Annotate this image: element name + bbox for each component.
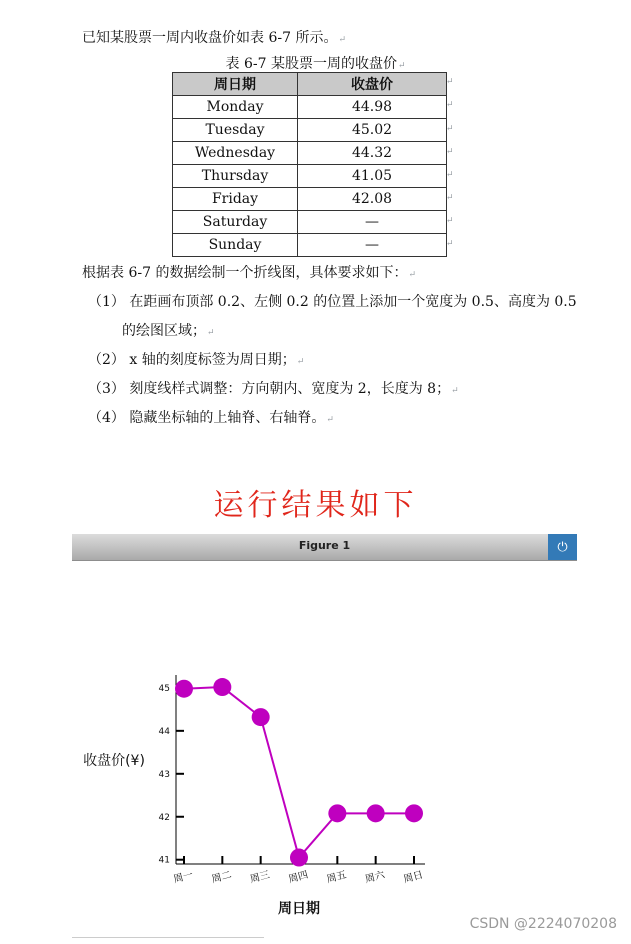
x-tick-label: 周日 (402, 869, 425, 886)
paragraph-mark: ↵ (446, 216, 454, 226)
cell-day: Saturday (173, 211, 298, 234)
x-tick-label: 周五 (325, 869, 348, 886)
data-point (405, 804, 423, 822)
watermark: CSDN @2224070208 (469, 916, 617, 932)
paragraph-mark: ↵ (446, 124, 454, 134)
y-tick-label: 45 (158, 683, 170, 694)
intro-text: 已知某股票一周内收盘价如表 6-7 所示。↵ (82, 30, 346, 46)
table-row (173, 119, 447, 142)
y-tick-label: 41 (158, 855, 170, 866)
x-tick-label: 周三 (248, 869, 272, 886)
table-row (173, 234, 447, 257)
result-title: 运行结果如下 (213, 488, 418, 523)
table-header-row (173, 73, 447, 96)
paragraph-mark: ↵ (446, 170, 454, 180)
power-icon[interactable]: ⏻ (548, 534, 577, 560)
y-tick-label: 43 (158, 769, 170, 780)
series-line (184, 687, 414, 858)
data-point (290, 849, 308, 867)
table-row (173, 142, 447, 165)
cell-day: Tuesday (173, 119, 298, 142)
table-row (173, 188, 447, 211)
y-tick-label: 44 (158, 726, 170, 737)
data-point (367, 804, 385, 822)
cell-day: Thursday (173, 165, 298, 188)
data-point (175, 680, 193, 698)
cell-price: 44.98 (298, 96, 447, 119)
data-point (213, 678, 231, 696)
cell-day: Monday (173, 96, 298, 119)
x-tick-label: 周一 (172, 869, 195, 886)
cell-price: 44.32 (298, 142, 447, 165)
cell-price: — (298, 211, 447, 234)
paragraph-mark: ↵ (446, 100, 454, 110)
paragraph-mark: ↵ (446, 147, 454, 157)
instruction-item-3: （3） 刻度线样式调整：方向朝内、宽度为 2，长度为 8；↵ (88, 381, 459, 397)
y-axis-label: 收盘价(¥) (83, 753, 145, 769)
instructions-lead: 根据表 6-7 的数据绘制一个折线图，具体要求如下：↵ (82, 265, 416, 281)
x-axis-label: 周日期 (278, 901, 320, 917)
paragraph-mark: ↵ (446, 77, 454, 87)
instruction-item-2: （2） x 轴的刻度标签为周日期；↵ (88, 352, 305, 368)
chart-axes (176, 675, 425, 864)
cell-price: — (298, 234, 447, 257)
table-row (173, 96, 447, 119)
instruction-item-4: （4） 隐藏坐标轴的上轴脊、右轴脊。↵ (88, 410, 334, 426)
figure-title: Figure 1 (298, 539, 351, 552)
x-tick-label: 周六 (363, 869, 387, 886)
table-row (173, 165, 447, 188)
x-tick-label: 周二 (210, 869, 233, 886)
cell-day: Friday (173, 188, 298, 211)
chart-series (175, 678, 423, 867)
figure-titlebar (72, 534, 577, 561)
cell-price: 45.02 (298, 119, 447, 142)
header-date: 周日期 (173, 73, 298, 96)
instruction-item-1-cont: 的绘图区域；↵ (122, 323, 215, 339)
cell-day: Wednesday (173, 142, 298, 165)
data-point (328, 804, 346, 822)
cell-price: 41.05 (298, 165, 447, 188)
y-tick-label: 42 (158, 812, 170, 823)
table-row (173, 211, 447, 234)
table-caption: 表 6-7 某股票一周的收盘价↵ (225, 56, 406, 72)
paragraph-mark: ↵ (446, 239, 454, 249)
cell-price: 42.08 (298, 188, 447, 211)
header-price: 收盘价 (298, 73, 447, 96)
paragraph-mark: ↵ (446, 193, 454, 203)
instruction-item-1: （1） 在距画布顶部 0.2、左侧 0.2 的位置上添加一个宽度为 0.5、高度为 0.5 (88, 294, 577, 310)
x-tick-label: 周四 (287, 869, 310, 886)
stock-price-table (172, 72, 447, 257)
data-point (252, 708, 270, 726)
line-chart (0, 560, 631, 937)
cell-day: Sunday (173, 234, 298, 257)
